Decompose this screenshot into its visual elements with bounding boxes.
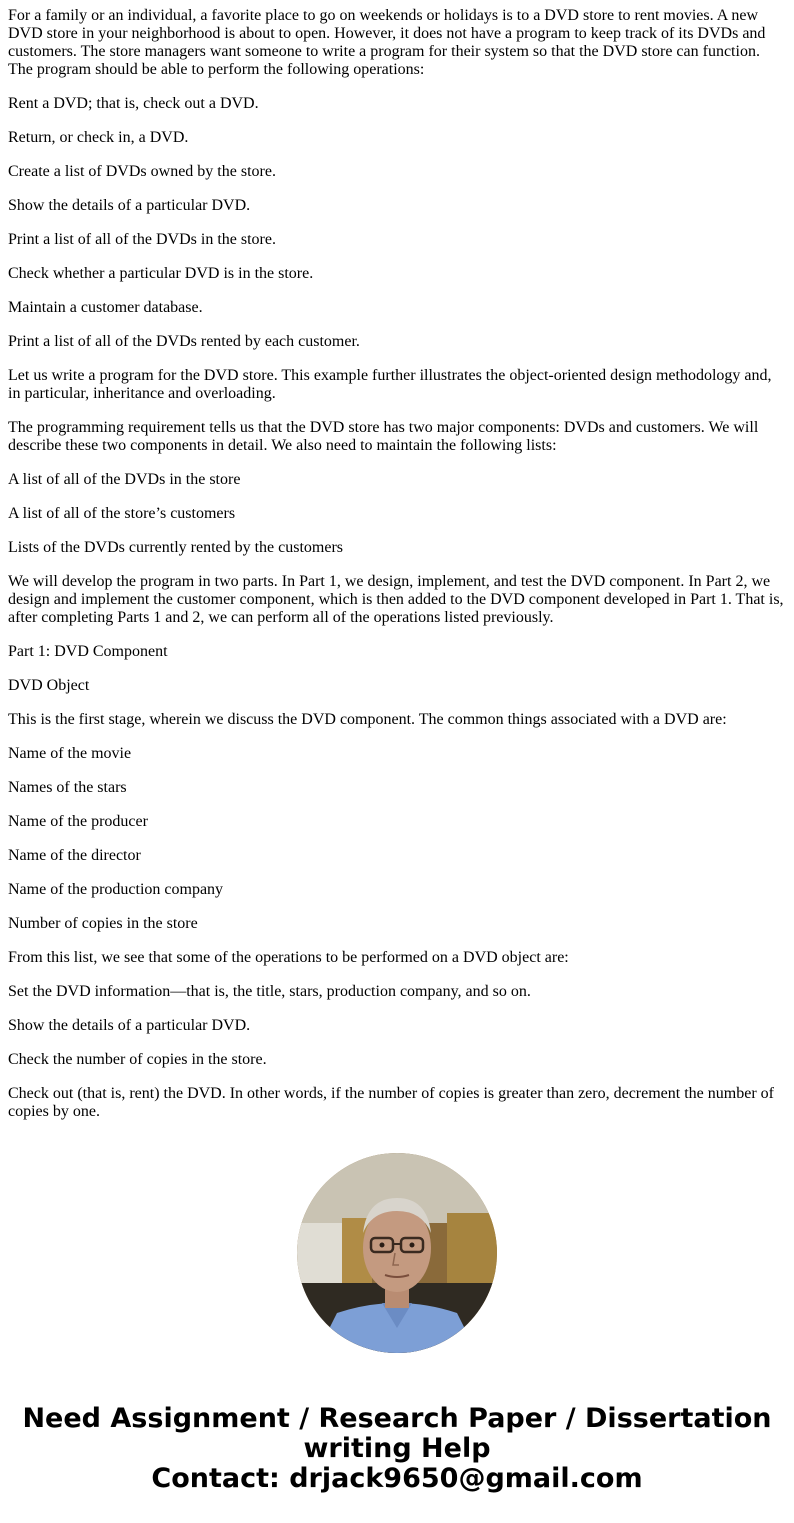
paragraph: From this list, we see that some of the operations to be performed on a DVD object are: xyxy=(8,949,569,966)
list-item: Print a list of all of the DVDs in the store. xyxy=(8,231,276,248)
avatar-illustration xyxy=(297,1153,497,1353)
list-item: Name of the production company xyxy=(8,881,224,898)
list-item: Name of the movie xyxy=(8,745,132,762)
list-item: Create a list of DVDs owned by the store. xyxy=(8,163,276,180)
left-eye xyxy=(380,1243,385,1248)
list-item: Show the details of a particular DVD. xyxy=(8,197,251,214)
person-photo-icon xyxy=(297,1153,497,1353)
list-item: Check the number of copies in the store. xyxy=(8,1051,267,1068)
list-item: Lists of the DVDs currently rented by the customers xyxy=(8,539,344,556)
promo-line-1: Need Assignment / Research Paper / Dissertation xyxy=(22,1403,772,1434)
list-item: Print a list of all of the DVDs rented by each customer. xyxy=(8,333,360,350)
promo-line-2: writing Help xyxy=(303,1433,491,1464)
paragraph: This is the first stage, wherein we discuss the DVD component. The common things associated with a DVD are: xyxy=(8,711,727,728)
list-item: Show the details of a particular DVD. xyxy=(8,1017,251,1034)
list-item: A list of all of the DVDs in the store xyxy=(8,471,241,488)
list-item: A list of all of the store’s customers xyxy=(8,505,236,522)
list-item: Name of the director xyxy=(8,847,141,864)
article-body xyxy=(8,7,786,1137)
list-item: Maintain a customer database. xyxy=(8,299,203,316)
paragraph: Let us write a program for the DVD store. This example further illustrates the object-oriented design methodology and, in particular, inheritance and overloading. xyxy=(8,367,772,402)
promo-contact: Contact: drjack9650@gmail.com xyxy=(151,1463,643,1494)
paragraph: We will develop the program in two parts. In Part 1, we design, implement, and test the DVD component. In Part 2, we design and implement the customer component, which is then added to the DVD component developed in Part 1. That is, after completing Parts 1 and 2, we can perform all of the operations listed previously. xyxy=(8,573,784,626)
list-item: Check out (that is, rent) the DVD. In other words, if the number of copies is greater than zero, decrement the number of copies by one. xyxy=(8,1085,774,1120)
list-item: Return, or check in, a DVD. xyxy=(8,129,189,146)
list-item: Names of the stars xyxy=(8,779,127,796)
paragraph: The programming requirement tells us that the DVD store has two major components: DVDs and customers. We will describe these two components in detail. We also need to maintain the following lists: xyxy=(8,419,759,454)
right-eye xyxy=(410,1243,415,1248)
list-item: Check whether a particular DVD is in the store. xyxy=(8,265,314,282)
list-item: Number of copies in the store xyxy=(8,915,198,932)
promo-footer xyxy=(0,1404,794,1494)
paragraph: For a family or an individual, a favorite place to go on weekends or holidays is to a DVD store to rent movies. A new DVD store in your neighborhood is about to open. However, it does not have a program to keep track of its DVDs and customers. The store managers want someone to write a program for their system so that the DVD store can function. The program should be able to perform the following operations: xyxy=(8,7,766,78)
list-item: Rent a DVD; that is, check out a DVD. xyxy=(8,95,259,112)
section-heading: Part 1: DVD Component xyxy=(8,643,168,660)
list-item: Set the DVD information—that is, the title, stars, production company, and so on. xyxy=(8,983,531,1000)
subsection-heading: DVD Object xyxy=(8,677,90,694)
list-item: Name of the producer xyxy=(8,813,148,830)
